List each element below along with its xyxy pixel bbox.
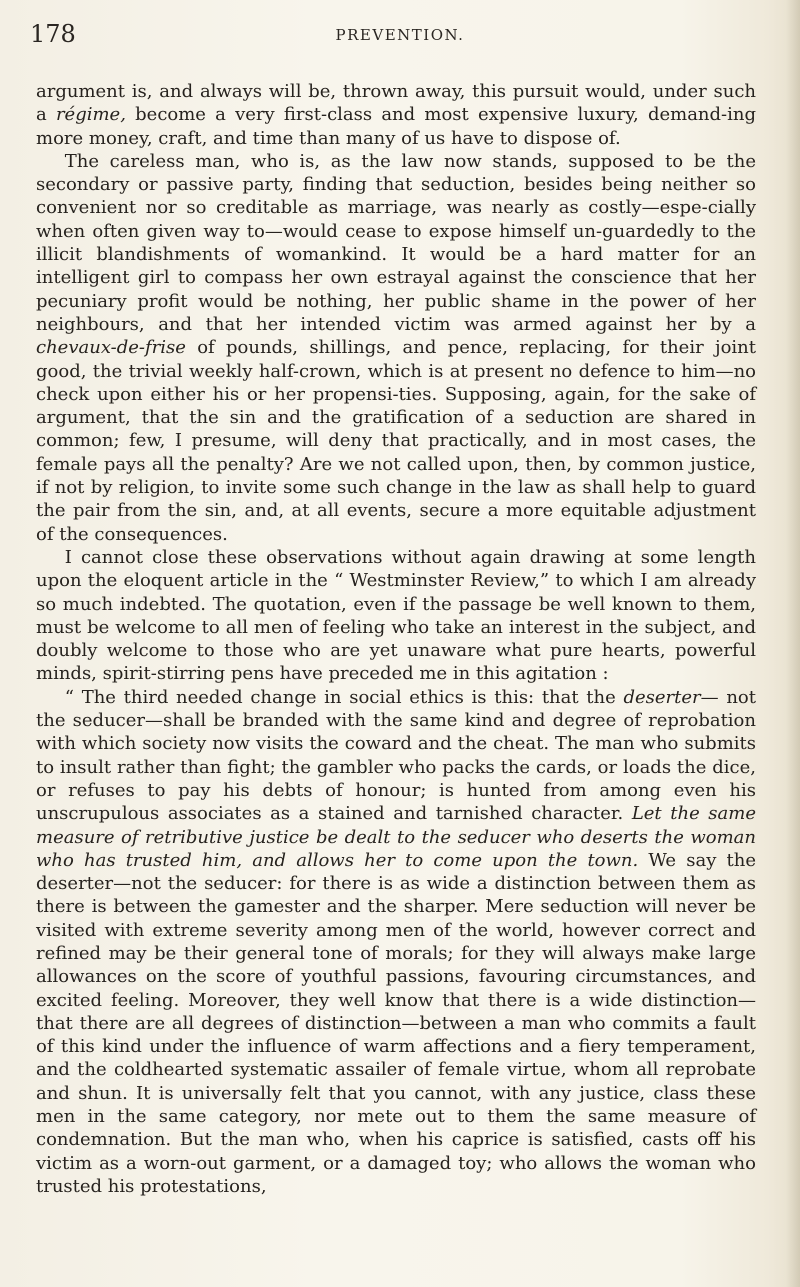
paragraph-4-quotation (36, 686, 756, 1199)
paragraph-1 (36, 80, 756, 150)
paragraph-2-italic: chevaux-de-frise (36, 337, 186, 359)
paragraph-4-italic-a: deserter (623, 686, 701, 708)
page-number: 178 (30, 20, 76, 48)
paragraph-4-text-c: We say the deserter—not the seducer: for there is as wide a distinction between them as there is between the gamester and the sharper. Mere seduction will never be visited with extreme severity among men of the world, however correct and refined may be their general tone of morals; for they will always make large allowances on the score of youthful passions, favouring circumstances, and excited feeling. Moreover, they well know that there is a wide distinction— that there are all degrees of distinction—between a man who commits a fault of this kind under the influence of warm affections and a fiery temperament, and the coldhearted systematic assailer of female virtue, whom all reprobate and shun. It is universally felt that you cannot, with any justice, class these men in the same category, nor mete out to them the same measure of condemnation. But the man who, when his caprice is satisfied, casts off his victim as a worn-out garment, or a damaged toy; who allows the woman who trusted his protestations, (36, 849, 757, 1197)
paragraph-3-text: I cannot close these observations without again drawing at some length upon the eloquent article in the “ Westminster Review,” to which I am already so much indebted. The quotation, even if the passage be well known to them, must be welcome to all men of feeling who take an interest in the subject, and doubly welcome to those who are yet unaware what pure hearts, powerful minds, spirit-stirring pens have preceded me in this agitation : (36, 546, 756, 685)
paragraph-1-italic: régime, (55, 104, 126, 126)
paragraph-4-text-b: — not the seducer—shall be branded with the same kind and degree of reprobation with which society now visits the coward and the cheat. The man who submits to insult rather than fight; the gambler who packs the cards, or loads the dice, or refuses to pay his debts of honour; is hunted from among even his unscrupulous associates as a stained and tarnished character. (36, 686, 756, 825)
page-header (0, 20, 800, 60)
page-edge-shadow (786, 0, 800, 1287)
paragraph-2-text-a: The careless man, who is, as the law now stands, supposed to be the secondary or passive party, finding that seduction, besides being neither so convenient nor so creditable as marriage, was nearly as costly—espe-cially when often given way to—would cease to expose himself un-guardedly to the illicit blandishments of womankind. It would be a hard matter for an intelligent girl to compass her own estrayal against the conscience that her pecuniary profit would be nothing, her public shame in the power of her neighbours, and that her intended victim was armed against her by a (36, 150, 756, 335)
paragraph-4-italic-b: Let the same measure of retributive justice be dealt to the seducer who deserts the woman who has trusted him, and allows her to come upon the town. (36, 803, 756, 871)
body-text (36, 80, 756, 1198)
running-head: PREVENTION. (335, 26, 465, 44)
paragraph-2-text-b: of pounds, shillings, and pence, replacing, for their joint good, the trivial weekly half-crown, which is at present no defence to him—no check upon either his or her propensi-ties. Supposing, again, for the sake of argument, that the sin and the gratification of a seduction are shared in common; few, I presume, will deny that practically, and in most cases, the female pays all the penalty? Are we not called upon, then, by common justice, if not by religion, to invite some such change in the law as shall help to guard the pair from the sin, and, at all events, secure a more equitable adjustment of the consequences. (36, 337, 756, 545)
paragraph-1-text-b: become a very first-class and most expensive luxury, demand-ing more money, craft, and time than many of us have to dispose of. (36, 104, 757, 149)
paragraph-1-text-a: argument is, and always will be, thrown away, this pursuit would, under such a (36, 81, 756, 126)
paragraph-4-text-a: “ The third needed change in social ethics is this: that the (64, 686, 624, 708)
paragraph-3 (36, 546, 756, 686)
paragraph-2 (36, 150, 756, 546)
